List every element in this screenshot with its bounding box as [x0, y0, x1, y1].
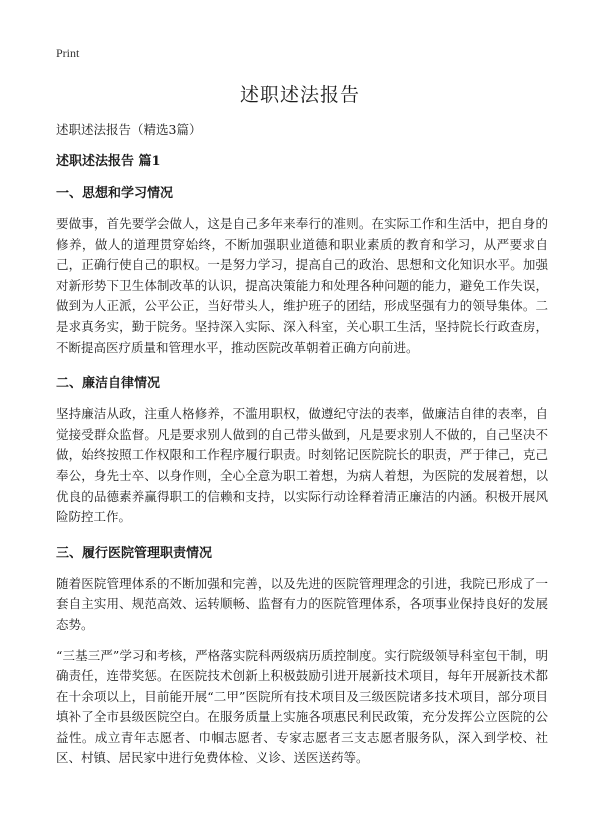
section-paragraph: 坚持廉洁从政，注重人格修养，不滥用职权，做遵纪守法的表率，做廉洁自律的表率，自觉接受群众监督。凡是要求别人做到的自己带头做到，凡是要求别人不做的，自己坚决不做，始终按照工作权限和工作程序履行职责。时刻铭记医院院长的职责，严于律己，克己奉公，身先士卒、以身作则，全心全意为职工着想，为病人着想，为医院的发展着想，以优良的品德素养赢得职工的信赖和支持，以实际行动诠释着清正廉洁的内涵。积极开展风险防控工作。 [56, 406, 548, 525]
article-body [56, 150, 548, 783]
document-subtitle: 述职述法报告（精选3篇） [56, 122, 202, 137]
section-heading-hospital-management: 三、履行医院管理职责情况 [56, 545, 213, 561]
section-paragraph: “三基三严”学习和考核，严格落实院科两级病历质控制度。实行院级领导科室包干制，明确责任，连带奖惩。在医院技术创新上积极鼓励引进开展新技术项目，每年开展新技术都在十余项以上，目前能开展“二甲”医院所有技术项目及三级医院诸多技术项目，部分项目填补了全市县级医院空白。在服务质量上实施各项惠民利民政策，充分发挥公立医院的公益性。成立青年志愿者、巾帼志愿者、专家志愿者三支志愿者服务队，深入到学校、社区、村镇、居民家中进行免费体检、义诊、送医送药等。 [56, 647, 548, 766]
section-heading-thought-study: 一、思想和学习情况 [56, 186, 174, 201]
article-title: 述职述法报告 篇1 [56, 154, 161, 169]
section-paragraph: 随着医院管理体系的不断加强和完善，以及先进的医院管理理念的引进，我院已形成了一套自主实用、规范高效、运转顺畅、监督有力的医院管理体系，各项事业保持良好的发展态势。 [56, 575, 548, 632]
document-title: 述职述法报告 [239, 84, 360, 106]
section-heading-integrity: 二、廉洁自律情况 [56, 376, 161, 392]
print-link[interactable]: Print [56, 46, 80, 60]
section-paragraph: 要做事，首先要学会做人，这是自己多年来奉行的准则。在实际工作和生活中，把自身的修养，做人的道理贯穿始终，不断加强职业道德和职业素质的教育和学习，从严要求自己，正确行使自己的职权。一是努力学习，提高自己的政治、思想和文化知识水平。加强对新形势下卫生体制改革的认识，提高决策能力和处理各种问题的能力，避免工作失误，做到为人正派，公平公正，当好带头人，维护班子的团结，形成坚强有力的领导集体。二是求真务实，勤于院务。坚持深入实际、深入科室，关心职工生活，坚持院长行政查房，不断提高医疗质量和管理水平，推动医院改革朝着正确方向前进。 [56, 216, 548, 355]
